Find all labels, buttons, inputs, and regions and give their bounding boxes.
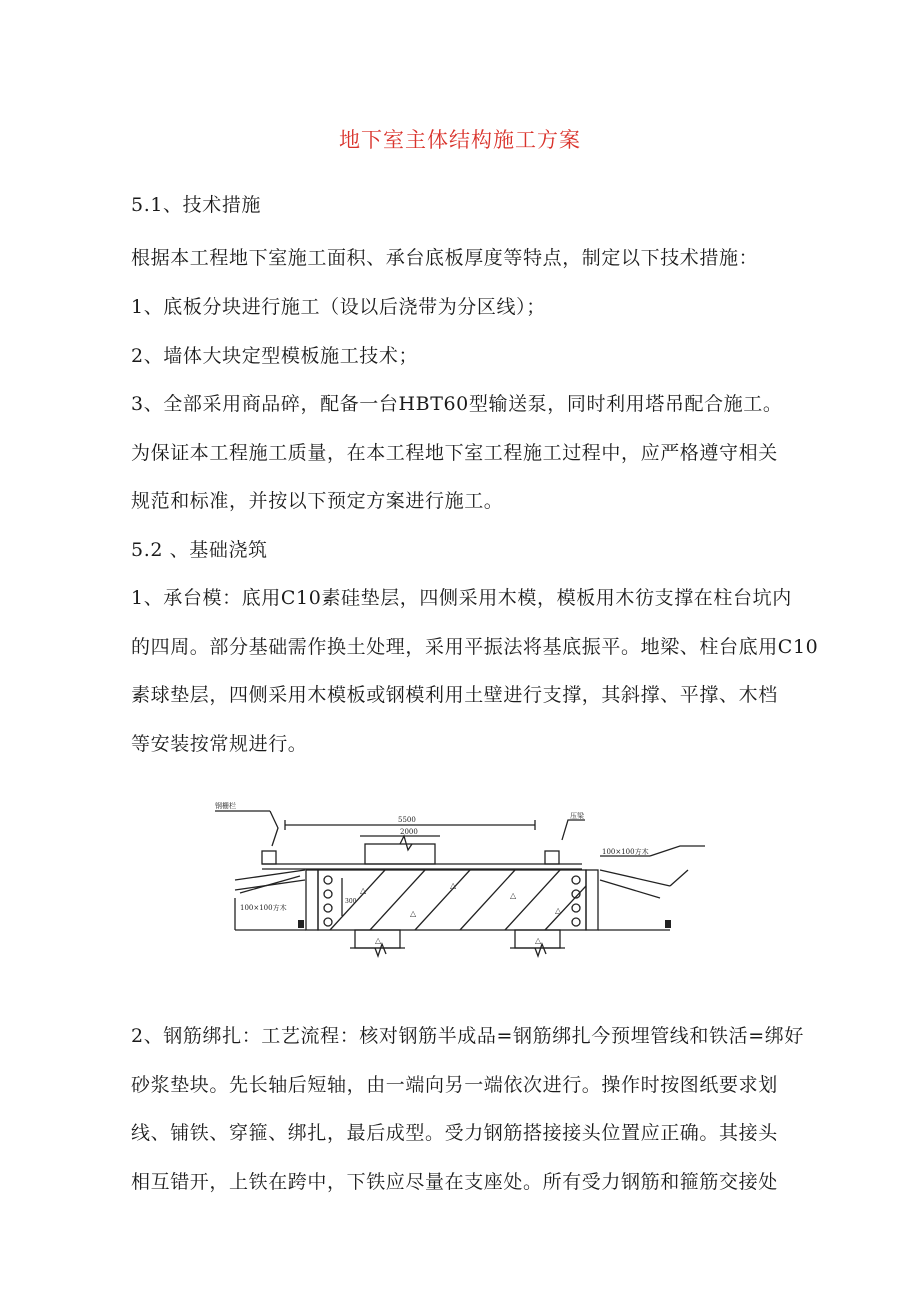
paragraph-line: 的四周。部分基础需作换土处理，采用平振法将基底振平。地梁、柱台底用C10: [131, 636, 819, 658]
paragraph-line: 规范和标准，并按以下预定方案进行施工。: [131, 490, 504, 512]
anchor-mark: [665, 920, 671, 928]
dim-inner: 2000: [400, 828, 418, 836]
svg-text:△: △: [410, 909, 417, 918]
label-timber-right: 100×100方木: [602, 848, 649, 856]
paragraph-line: 1、承台模：底用C10素硅垫层，四侧采用木模，模板用木彷支撑在柱台坑内: [131, 587, 792, 609]
paragraph-line: 线、铺铁、穿箍、绑扎，最后成型。受力钢筋搭接接头位置应正确。其接头: [131, 1122, 778, 1144]
paragraph-line: 相互错开，上铁在跨中，下铁应尽量在支座处。所有受力钢筋和箍筋交接处: [131, 1171, 778, 1193]
paragraph-line: 根据本工程地下室施工面积、承台底板厚度等特点，制定以下技术措施：: [131, 247, 759, 269]
label-top-left: 钢栅栏: [215, 802, 236, 810]
paragraph-line: 等安装按常规进行。: [131, 733, 308, 755]
foundation-formwork-diagram: [210, 798, 710, 970]
paragraph-line: 2、墙体大块定型模板施工技术；: [131, 345, 419, 367]
paragraph-line: 素球垫层，四侧采用木模板或钢模利用土壁进行支撑，其斜撑、平撑、木档: [131, 684, 778, 706]
paragraph-line: 砂浆垫块。先长轴后短轴，由一端向另一端依次进行。操作时按图纸要求划: [131, 1074, 778, 1096]
svg-text:△: △: [360, 886, 367, 895]
paragraph-line: 3、全部采用商品碎，配备一台HBT60型输送泵，同时利用塔吊配合施工。: [131, 393, 783, 415]
label-timber-left: 100×100方木: [240, 904, 287, 912]
paragraph-line: 2、钢筋绑扎：工艺流程：核对钢筋半成品=钢筋绑扎今预埋管线和铁活=绑好: [131, 1025, 804, 1047]
section-heading: 5.1、技术措施: [131, 194, 262, 216]
paragraph-line: 为保证本工程施工质量，在本工程地下室工程施工过程中，应严格遵守相关: [131, 442, 778, 464]
svg-text:△: △: [450, 881, 457, 890]
svg-text:△: △: [535, 936, 542, 945]
anchor-mark: [298, 920, 304, 928]
paragraph-line: 1、底板分块进行施工（设以后浇带为分区线）；: [131, 296, 546, 318]
svg-text:△: △: [375, 936, 382, 945]
document-title: 地下室主体结构施工方案: [339, 128, 581, 152]
dim-outer: 5500: [398, 816, 416, 824]
svg-text:△: △: [555, 906, 562, 915]
dim-height: 300: [345, 898, 357, 905]
svg-text:△: △: [510, 891, 517, 900]
label-top-right: 压梁: [570, 812, 584, 820]
section-heading: 5.2 、基础浇筑: [131, 539, 268, 561]
